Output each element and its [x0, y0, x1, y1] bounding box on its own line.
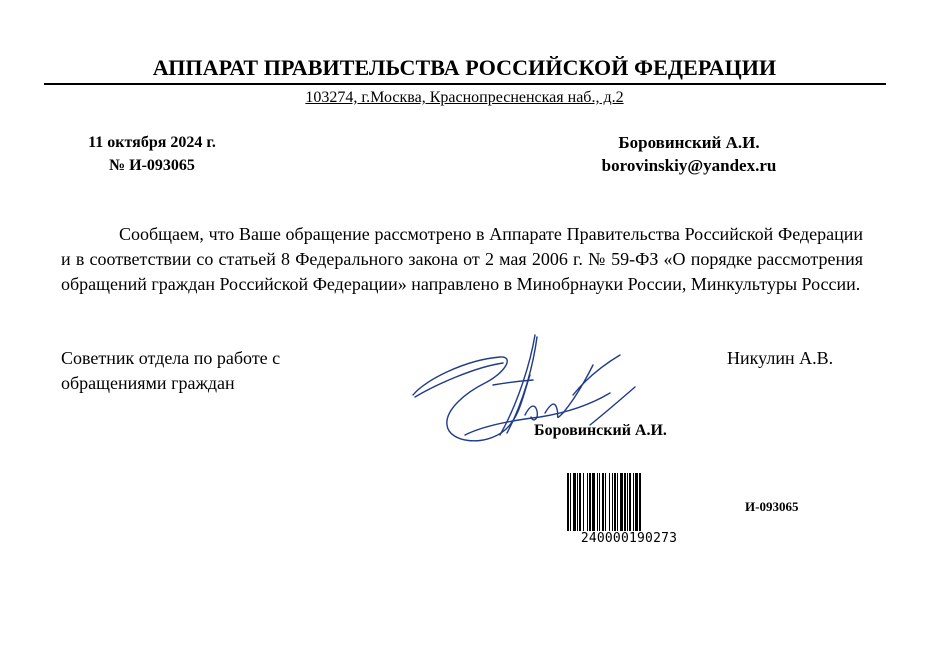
barcode-bar	[567, 473, 569, 531]
signature-caption: Боровинский А.И.	[534, 422, 667, 439]
barcode	[566, 473, 692, 531]
barcode-bar	[620, 473, 623, 531]
barcode-bar	[629, 473, 631, 531]
barcode-bar	[633, 473, 634, 531]
signer-name: Никулин А.В.	[727, 348, 834, 368]
barcode-bar	[589, 473, 591, 531]
letter-date: 11 октября 2024 г.	[88, 134, 216, 151]
header-divider	[44, 83, 886, 85]
signer-position-line1: Советник отдела по работе с	[61, 348, 281, 368]
barcode-bar	[597, 473, 598, 531]
barcode-bar	[573, 473, 576, 531]
barcode-bar	[602, 473, 604, 531]
barcode-bar	[624, 473, 626, 531]
recipient-name: Боровинский А.И.	[618, 133, 760, 152]
barcode-bar	[587, 473, 588, 531]
barcode-bar	[579, 473, 581, 531]
barcode-reference: И-093065	[745, 499, 799, 514]
organization-address: 103274, г.Москва, Краснопресненская наб., д.2	[305, 89, 624, 106]
barcode-bar	[609, 473, 610, 531]
signer-position-line2: обращениями граждан	[61, 373, 235, 393]
barcode-bar	[614, 473, 616, 531]
barcode-bar	[570, 473, 571, 531]
barcode-number: 240000190273	[580, 531, 678, 546]
barcode-bar	[627, 473, 628, 531]
organization-title: АППАРАТ ПРАВИТЕЛЬСТВА РОССИЙСКОЙ ФЕДЕРАЦИИ	[152, 55, 777, 80]
barcode-bar	[635, 473, 638, 531]
barcode-bar	[617, 473, 618, 531]
barcode-bar	[639, 473, 641, 531]
signer-position	[61, 346, 341, 396]
barcode-bar	[605, 473, 606, 531]
barcode-bar	[583, 473, 584, 531]
barcode-bar	[592, 473, 595, 531]
barcode-bar	[599, 473, 600, 531]
letter-number: № И-093065	[109, 157, 195, 174]
recipient-email: borovinskiy@yandex.ru	[601, 156, 777, 175]
barcode-bar	[612, 473, 613, 531]
barcode-bar	[577, 473, 578, 531]
letter-body: Сообщаем, что Ваше обращение рассмотрено в Аппарате Правительства Российской Федерации и в соответствии со статьей 8 Федерального закона от 2 мая 2006 г. № 59-ФЗ «О порядке рассмотрения обращений граждан Российской Федерации» направлено в Минобрнауки России, Минкультуры России.	[61, 224, 863, 294]
recipient-block	[562, 131, 816, 177]
letter-meta	[62, 131, 242, 177]
